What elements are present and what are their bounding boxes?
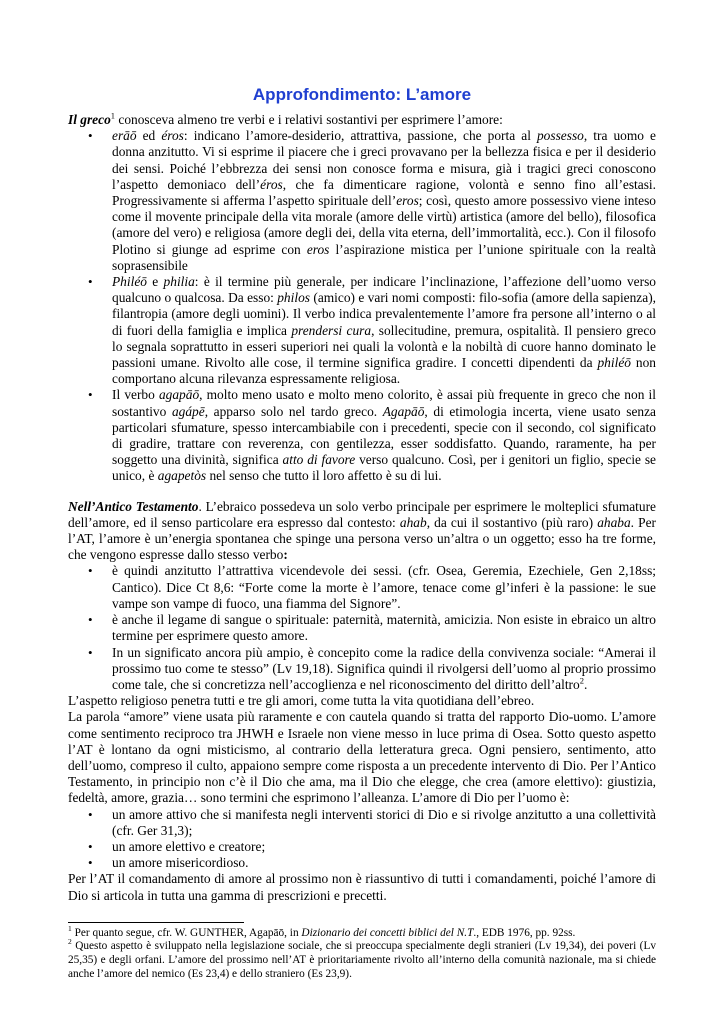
footnote-number: 2 bbox=[68, 937, 72, 947]
italic-term: agapetòs bbox=[157, 468, 207, 484]
italic-term: agapāō bbox=[158, 387, 200, 403]
list-item bbox=[88, 387, 657, 484]
list-item bbox=[88, 563, 656, 612]
at-intro-paragraph bbox=[68, 499, 656, 564]
at-list bbox=[68, 563, 656, 693]
text-run: ; così, questo amore possessivo viene inteso come il movente principale della vita morale (amore delle virtù) artistica (amore del bello), filosofica (amore del vero) e religiosa (amore degli dei, della vita eterna, dell’immortalità, ecc.). Con il filosofo Plotino si giunge ad esprime con bbox=[112, 193, 656, 257]
bullet-icon: • bbox=[88, 612, 93, 628]
footnote-number: 1 bbox=[68, 923, 72, 933]
page-title: Approfondimento: L’amore bbox=[252, 85, 472, 104]
text-run: : bbox=[283, 547, 288, 563]
list-item bbox=[88, 855, 656, 871]
intro-text: conosceva almeno tre verbi e i relativi sostantivi per esprimere l’amore: bbox=[115, 112, 503, 127]
text-run: è quindi anzitutto l’attrattiva vicendevole dei sessi. (cfr. Osea, Geremia, Ezechiele, Gen 2,18ss; Cantico). Dice Ct 8,6: “Forte come la morte è l’amore, tenace come gl’inferi è la passione: le sue vampe son vampe di fuoco, una fiamma del Signore”. bbox=[112, 563, 656, 611]
italic-term: philos bbox=[277, 290, 310, 306]
text-run: verso qualcuno. Così, per i genitori un figlio, specie se unico, è bbox=[112, 452, 657, 484]
italic-term: possesso bbox=[536, 128, 584, 144]
text-run: , molto meno usato e molto meno colorito, è assai più frequente in greco che non il sostantivo bbox=[112, 387, 656, 419]
intro-lead: Il greco bbox=[68, 112, 111, 127]
text-run: , da cui il sostantivo (più raro) bbox=[426, 514, 598, 530]
italic-term: ahab bbox=[399, 514, 427, 530]
text-run: non comportano alcuna rilevanza espressamente religiosa. bbox=[112, 355, 656, 387]
final-paragraph: Per l’AT il comandamento di amore al prossimo non è riassuntivo di tutti i comandamenti, poiché l’amore di Dio si articola in tutta una gamma di prescrizioni e precetti. bbox=[68, 871, 656, 903]
list-item bbox=[88, 612, 656, 644]
text-run: In un significato ancora più ampio, è concepito come la radice della convivenza sociale: “Amerai il prossimo tuo come te stesso” (Lv 19,18). Significa quindi il rivolgersi dell’uomo al proprio prossimo come tale, che si concretizza nell’accoglienza e nel riconoscimento del diritto dell’altro bbox=[112, 644, 656, 692]
italic-term: erāō bbox=[112, 128, 137, 144]
word-love-paragraph: La parola “amore” viene usata più raramente e con cautela quando si tratta del rapporto Dio-uomo. L’amore come sentimento reciproco tra JHWH e Israele non viene messo in luce prima di Osea. Sotto questo aspetto l’AT è lontano da ogni misticismo, al contrario della letteratura greca. Ogni pensiero, sentimento, atto dell’uomo, compreso il culto, appaiono sempre come risposta a un precedente intervento di Dio. Per l’Antico Testamento, in principio non c’è il Dio che ama, ma il Dio che elegge, che crea (amore elettivo): giustizia, fedeltà, amore, grazia… sono termini che esprimono l’alleanza. L’amore di Dio per l’uomo è: bbox=[68, 709, 656, 806]
italic-term: eros bbox=[306, 241, 330, 257]
list-item-text bbox=[112, 612, 656, 643]
text-run: Per quanto segue, cfr. W. GUNTHER, Agapāō, in bbox=[71, 926, 302, 939]
text-run: , di etimologia incerta, viene usato senza particolari sfumature, spesso intercambiabile con i precedenti, specie con il secondo, col significato di gradire, trattare con reverenza, con gentilezza, esser soddisfatto. Quando, raramente, ha per soggetto una divinità, significa bbox=[112, 403, 657, 468]
list-item bbox=[88, 128, 656, 274]
bullet-icon: • bbox=[88, 274, 93, 290]
text-run: , apparso solo nel tardo greco. bbox=[204, 403, 383, 419]
italic-term: Philéō bbox=[112, 274, 147, 290]
italic-term: prendersi cura bbox=[291, 322, 372, 338]
list-item-text bbox=[112, 128, 656, 273]
document-page bbox=[68, 84, 656, 981]
italic-term: ahaba bbox=[597, 514, 631, 530]
footnote-1 bbox=[68, 923, 656, 941]
list-item-text bbox=[112, 563, 656, 610]
footnote-ref-1[interactable]: 1 bbox=[110, 110, 116, 121]
italic-term: agápē bbox=[171, 403, 205, 419]
text-run: Il verbo bbox=[112, 387, 159, 403]
text-run: l’aspirazione mistica per l’unione spirituale con la realtà soprasensibile bbox=[112, 241, 656, 273]
italic-term: atto di favore bbox=[282, 452, 356, 468]
text-run: è anche il legame di sangue o spirituale: paternità, maternità, amicizia. Non esiste in ebraico un altro termine per esprimere questo amore. bbox=[112, 612, 656, 644]
intro-paragraph bbox=[68, 112, 656, 128]
religious-aspect-paragraph: L’aspetto religioso penetra tutti e tre gli amori, come tutta la vita quotidiana dell’ebreo. bbox=[68, 693, 535, 709]
list-item bbox=[88, 644, 656, 694]
text-run: Questo aspetto è sviluppato nella legislazione sociale, che si preoccupa specialmente degli stranieri (Lv 19,34), dei poveri (Lv 25,35) e degli orfani. L’amore del prossimo nell’AT è prioritariamente rivolto all’interno della comunità nazionale, ma si chiede anche l’amore del nemico (Es 23,4) e dello straniero (Es 23,9). bbox=[68, 940, 656, 980]
text-run: . Per l’AT, l’amore è un’energia spontanea che spinge una persona verso un’altra o un oggetto; esso ha tre forme, che vengono espresse dallo stesso verbo bbox=[68, 514, 656, 563]
list-item bbox=[88, 274, 657, 387]
footnote-divider bbox=[68, 922, 244, 923]
bullet-icon: • bbox=[88, 838, 93, 854]
footnote-2 bbox=[68, 937, 656, 981]
italic-term: philéō bbox=[597, 355, 631, 371]
bullet-icon: • bbox=[88, 387, 93, 403]
footnote-ref[interactable]: 2 bbox=[579, 675, 584, 686]
text-run: , tra uomo e donna anzitutto. Vi si esprime il piacere che i greci provavano per la bellezza fisica e per il desiderio dei sensi. Poiché l’ebbrezza dei sensi non conosce forma e misura, già i tragici greci conoscono l’aspetto demoniaco dell’ bbox=[112, 128, 656, 192]
text-run: ., EDB 1976, pp. 92ss. bbox=[473, 926, 576, 939]
italic-term: éros bbox=[260, 176, 283, 192]
list-item-text: un amore attivo che si manifesta negli interventi storici di Dio e si rivolge anzitutto a una collettività (cfr. Ger 31,3); bbox=[112, 806, 656, 838]
list-item-text bbox=[112, 645, 656, 692]
bullet-icon: • bbox=[88, 644, 93, 660]
text-run: : è il termine più generale, per indicare l’inclinazione, l’affezione dell’uomo verso qualcuno o qualcosa. Da esso: bbox=[112, 274, 656, 306]
text-run: ed bbox=[136, 128, 162, 144]
list-item-text: un amore elettivo e creatore; bbox=[112, 838, 266, 854]
list-item-text bbox=[112, 274, 656, 386]
footnote-text bbox=[72, 927, 576, 939]
bullet-icon: • bbox=[88, 806, 93, 822]
text-run: , sollecitudine, premura, ospitalità. Il pensiero greco lo segnala soprattutto in esseri superiori nei quali la volontà e la nobiltà di cuore hanno dominato le passioni umane. Rivolto alle cose, il termine significa gradire. I concetti dipendenti da bbox=[112, 322, 656, 371]
footnote-text bbox=[68, 937, 656, 980]
italic-term: philia bbox=[163, 274, 195, 290]
bullet-icon: • bbox=[88, 855, 93, 871]
bullet-icon: • bbox=[88, 563, 93, 579]
at-intro-lead: Nell’Antico Testamento bbox=[68, 498, 199, 514]
italic-term: éros bbox=[161, 128, 184, 144]
text-run: . bbox=[583, 676, 588, 692]
list-item bbox=[88, 806, 656, 839]
italic-term: Agapāō bbox=[382, 403, 425, 419]
italic-term: Dizionario dei concetti biblici del N.T bbox=[301, 926, 474, 939]
list-item-text bbox=[112, 387, 656, 483]
list-item bbox=[88, 838, 656, 855]
text-run: , che fa dimenticare ragione, volontà e senno fino all’estasi. Progressivamente si afferma l’aspetto spirituale dell’ bbox=[112, 176, 656, 209]
god-love-list bbox=[68, 807, 656, 872]
text-run: : indicano l’amore-desiderio, attrattiva, passione, che porta al bbox=[183, 128, 537, 144]
text-run: nel senso che tutto il loro affetto è su di lui. bbox=[206, 468, 442, 484]
bullet-icon: • bbox=[88, 128, 93, 144]
greek-list bbox=[68, 128, 656, 484]
list-item-text: un amore misericordioso. bbox=[112, 855, 249, 871]
text-run: e bbox=[146, 274, 164, 290]
italic-term: eros bbox=[396, 193, 419, 209]
text-run: . L’ebraico possedeva un solo verbo principale per esprimere le molteplici sfumature dell’amore, ed il senso particolare era espresso dal contesto: bbox=[68, 498, 656, 530]
text-run: (amico) e vari nomi composti: filo-sofia (amore della sapienza), filantropia (amore degli uomini). Il verbo indica prevalentemente l’amore fra persone all’interno o al di fuori della famiglia e implica bbox=[112, 290, 657, 338]
